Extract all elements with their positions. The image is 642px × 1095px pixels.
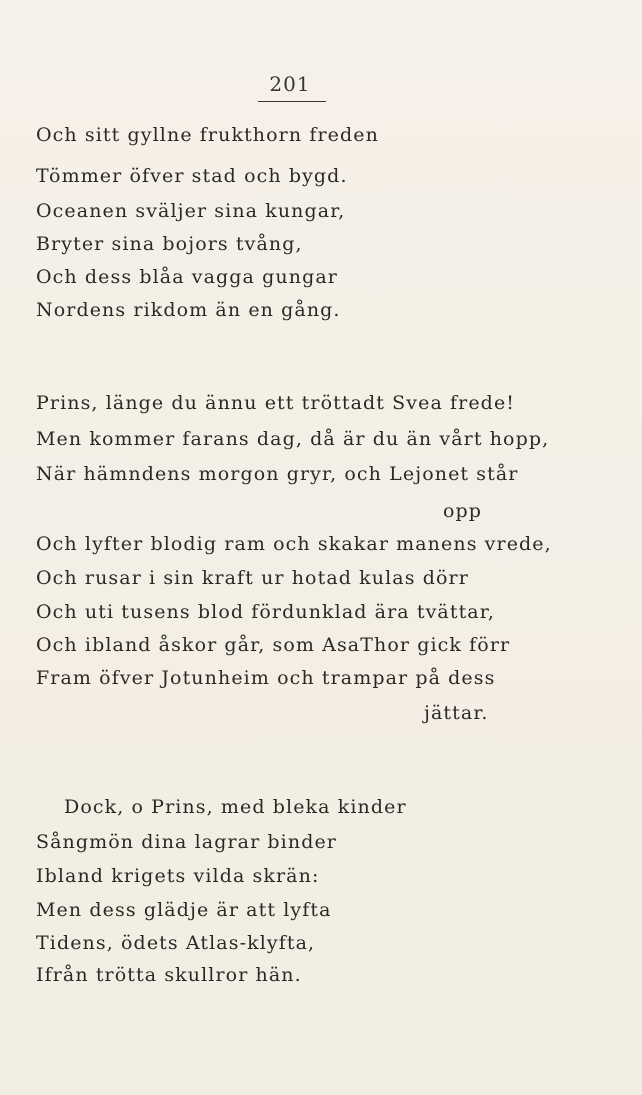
page-number-rule	[258, 101, 326, 102]
poem-line-overflow: jättar.	[424, 702, 489, 724]
poem-line: Tidens, ödets Atlas-klyfta,	[36, 932, 316, 954]
page-number: 201	[269, 72, 311, 96]
poem-line-overflow: opp	[443, 500, 483, 522]
poem-line: Och uti tusens blod fördunklad ära tvättar,	[36, 601, 495, 623]
poem-line: Dock, o Prins, med bleka kinder	[64, 796, 407, 818]
poem-line: Prins, länge du ännu ett tröttadt Svea frede!	[36, 392, 516, 414]
poem-line: Sångmön dina lagrar binder	[36, 831, 337, 853]
poem-line: Och dess blåa vagga gungar	[36, 266, 338, 288]
poem-line: Bryter sina bojors tvång,	[36, 233, 303, 255]
poem-line: Tömmer öfver stad och bygd.	[36, 165, 348, 187]
poem-line: Men dess glädje är att lyfta	[36, 899, 332, 921]
poem-line: Och lyfter blodig ram och skakar manens vrede,	[36, 533, 552, 555]
poem-line: Ibland krigets vilda skrän:	[36, 865, 320, 887]
poem-line: Och ibland åskor går, som AsaThor gick förr	[36, 634, 511, 656]
poem-line: När hämndens morgon gryr, och Lejonet står	[36, 463, 519, 485]
poem-line: Men kommer farans dag, då är du än vårt hopp,	[36, 428, 550, 450]
poem-line: Och rusar i sin kraft ur hotad kulas dörr	[36, 567, 469, 589]
poem-line: Och sitt gyllne frukthorn freden	[36, 124, 379, 146]
poem-line: Nordens rikdom än en gång.	[36, 299, 341, 321]
poem-line: Ifrån trötta skullror hän.	[36, 964, 302, 986]
poem-line: Oceanen sväljer sina kungar,	[36, 200, 346, 222]
poem-line: Fram öfver Jotunheim och trampar på dess	[36, 667, 496, 689]
